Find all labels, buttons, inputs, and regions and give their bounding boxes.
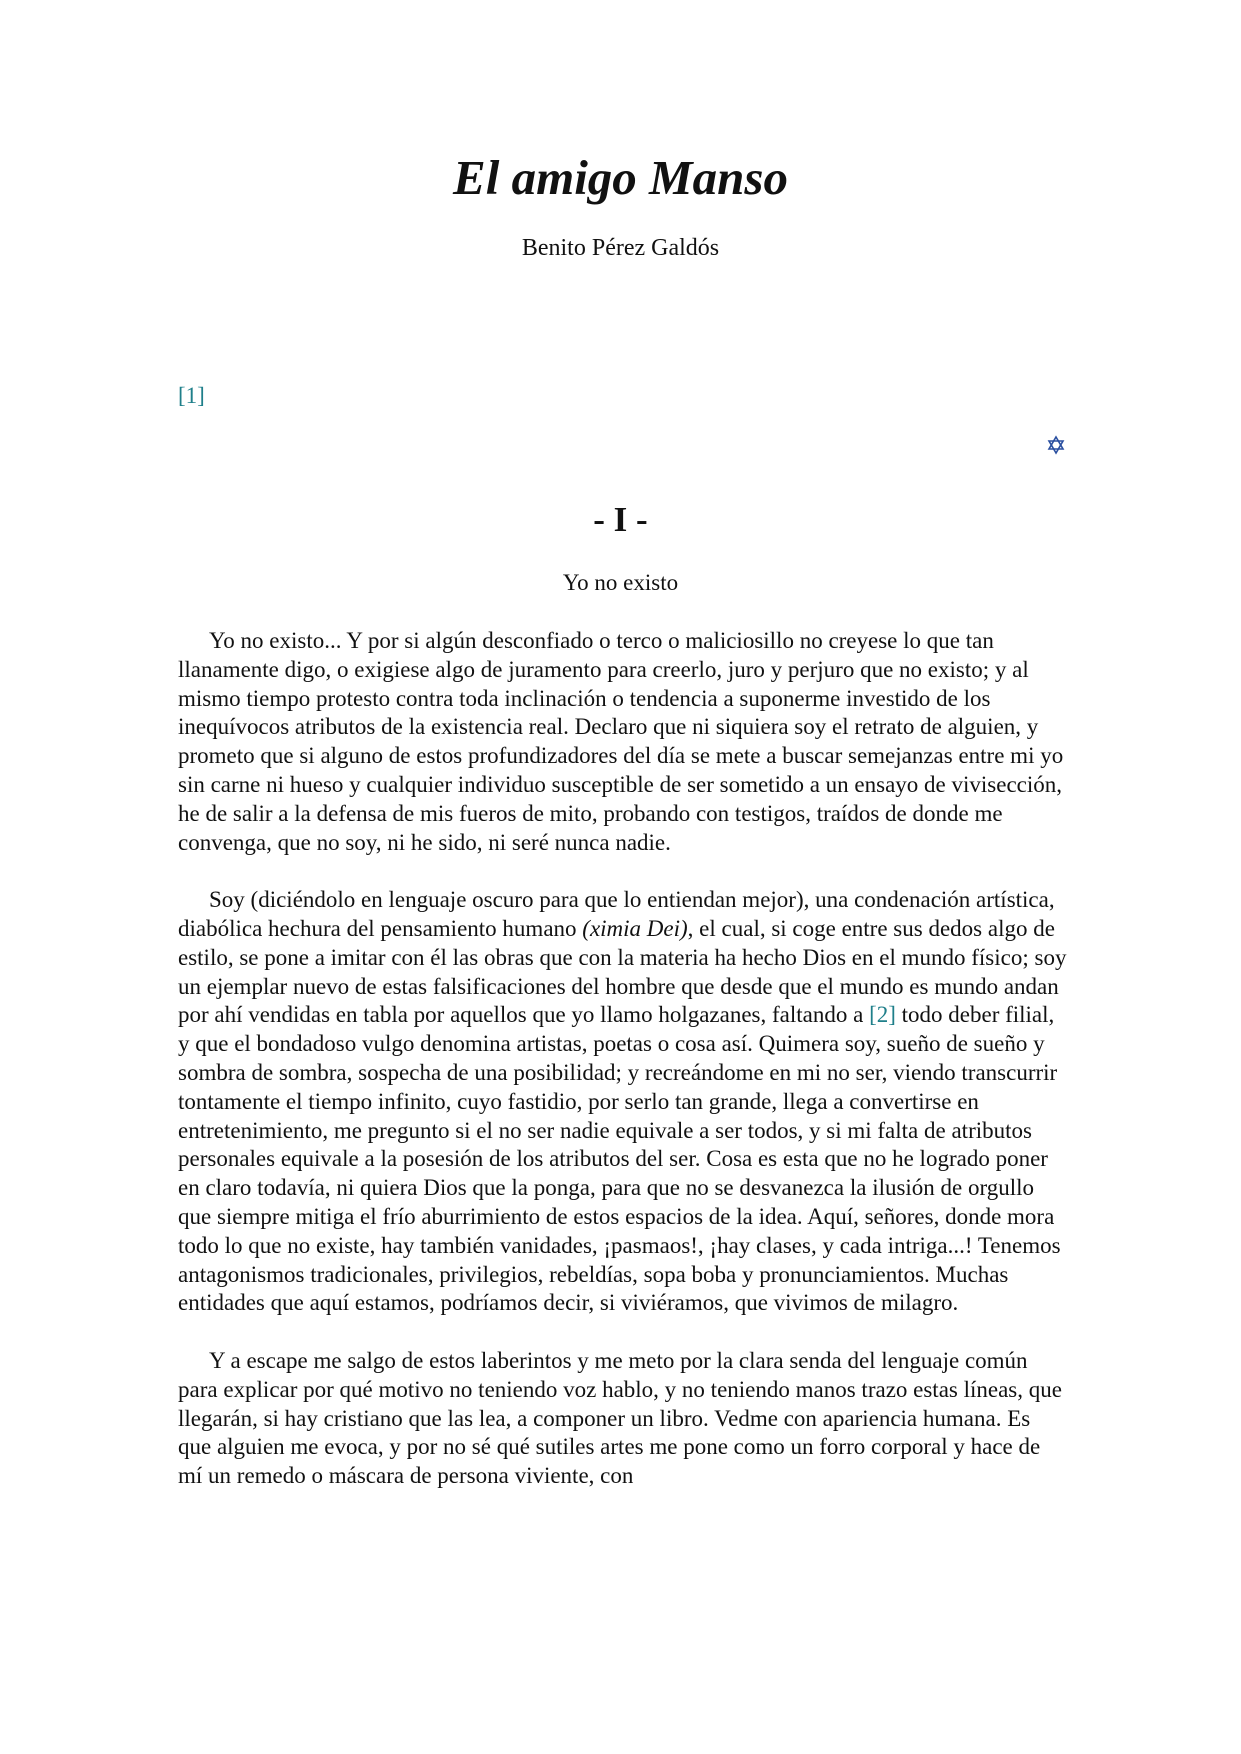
star-of-david-icon[interactable] — [1046, 435, 1066, 455]
paragraph-3: Y a escape me salgo de estos laberintos y me meto por la clara senda del lenguaje común para explicar por qué motivo no teniendo voz hablo, y no teniendo manos trazo estas líneas, que llegarán, si hay cristiano que las lea, a componer un libro. Vedme con apariencia humana. Es que alguien me evoca, y por no sé qué sutiles artes me pone como un forro corporal y hace de mí un remedo o máscara de persona viviente, con — [178, 1347, 1062, 1489]
paragraph-2-text-b: , el cual, si coge entre sus dedos algo de estilo, se pone a imitar con él las obras que con la materia ha hecho Dios en el mundo físico; soy un ejemplar nuevo de estas falsificaciones del hombre que desde que el mundo es mundo andan por ahí vendidas en tabla por aquellos que yo llamo holgazanes, faltando a — [178, 915, 1067, 1028]
paragraph-2-text-a: Soy (diciéndolo en lenguaje oscuro para que lo entiendan mejor), una condenación artística, diabólica hechura del pensamiento humano — [178, 887, 1055, 941]
footnote-link-1[interactable]: [1] — [178, 383, 205, 408]
paragraph-2-text-c: todo deber filial, y que el bondadoso vulgo denomina artistas, poetas o cosa así. Quimera soy, sueño de sueño y sombra de sombra, sospecha de una posibilidad; y recreándome en mi no ser, viendo transcurrir tontamente el tiempo infinito, cuyo fastidio, por serlo tan grande, llega a convertirse en entretenimiento, me pregunto si el no ser nadie equivale a ser todos, y si mi falta de atributos personales equivale a la posesión de los atributos del ser. Cosa es esta que no he logrado poner en claro todavía, ni quiera Dios que la ponga, para que no se desvanezca la ilusión de orgullo que siempre mitiga el frío aburrimiento de estos espacios de la idea. Aquí, señores, donde mora todo lo que no existe, hay también vanidades, ¡pasmaos!, ¡hay clases, y cada intriga...! Tenemos antagonismos tradicionales, privilegios, rebeldías, sopa boba y pronunciamientos. Muchas entidades que aquí estamos, podríamos decir, si viviéramos, que vivimos de milagro. — [178, 1002, 1061, 1316]
paragraph-2 — [178, 886, 1068, 1318]
footnote-link-2[interactable]: [2] — [869, 1002, 896, 1028]
paragraph-1: Yo no existo... Y por si algún desconfiado o terco o maliciosillo no creyese lo que tan llanamente digo, o exigiese algo de juramento para creerlo, juro y perjuro que no existo; y al mismo tiempo protesto contra toda inclinación o tendencia a suponerme investido de los inequívocos atributos de la existencia real. Declaro que ni siquiera soy el retrato de alguien, y prometo que si alguno de estos profundizadores del día se mete a buscar semejanzas entre mi yo sin carne ni hueso y cualquier individuo susceptible de ser sometido a un ensayo de vivisección, he de salir a la defensa de mis fueros de mito, probando con testigos, traídos de donde me convenga, que no soy, ni he sido, ni seré nunca nadie. — [178, 628, 1064, 855]
chapter-body — [178, 627, 1068, 1520]
paragraph-2-italic: (ximia Dei) — [582, 915, 688, 941]
chapter-subtitle: Yo no existo — [562, 570, 679, 595]
book-title: El amigo Manso — [453, 150, 788, 205]
chapter-number: - I - — [593, 500, 648, 539]
book-author: Benito Pérez Galdós — [521, 235, 720, 261]
